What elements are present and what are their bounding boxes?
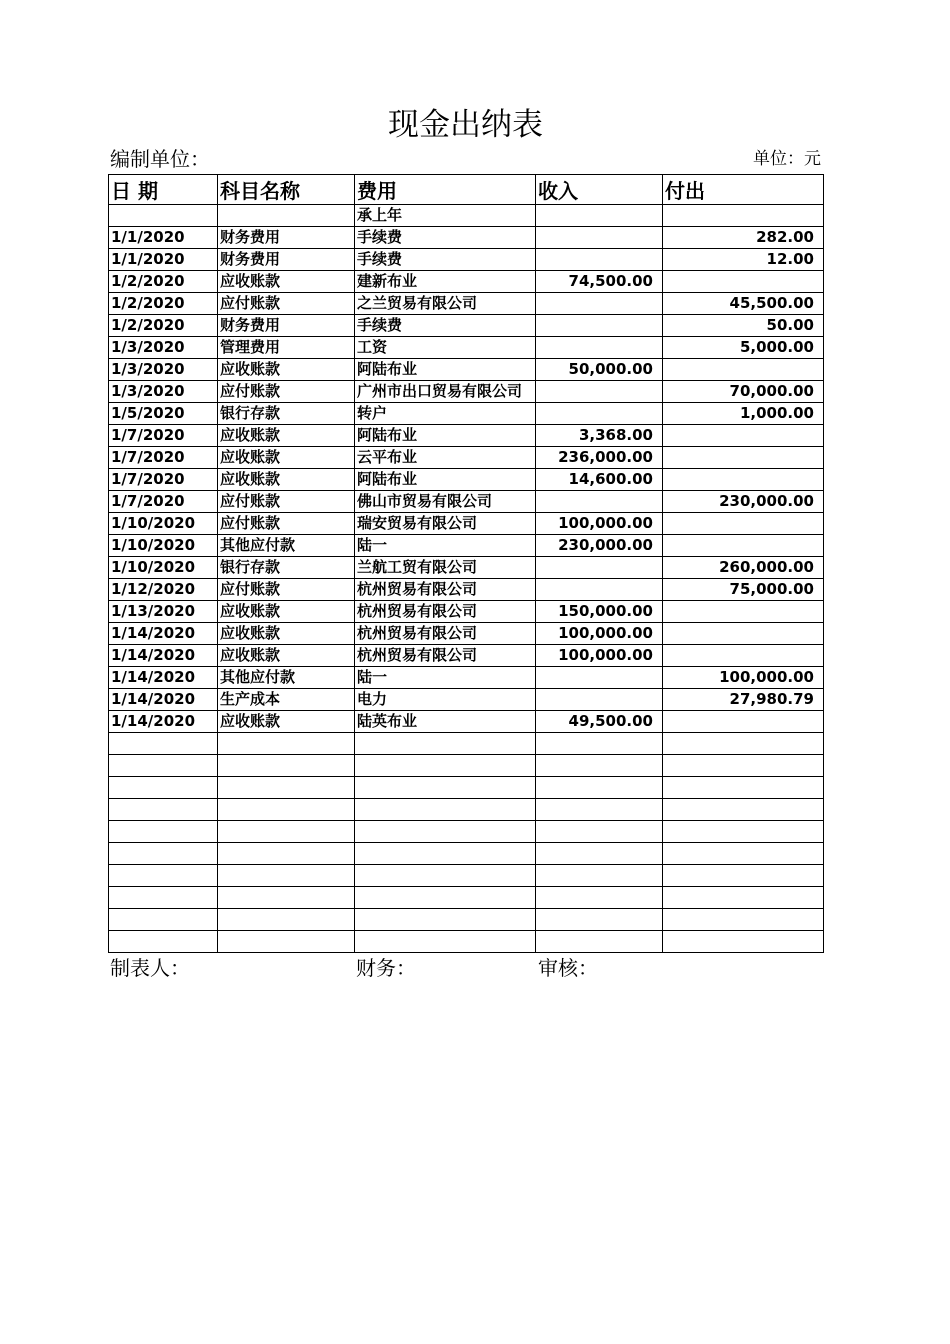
cell-subject <box>218 843 355 865</box>
cell-date: 1/2/2020 <box>109 293 218 315</box>
cell-fee: 佛山市贸易有限公司 <box>355 491 536 513</box>
cell-date: 1/14/2020 <box>109 711 218 733</box>
cell-date: 1/2/2020 <box>109 315 218 337</box>
cell-date: 1/7/2020 <box>109 425 218 447</box>
cell-income <box>536 821 663 843</box>
cell-subject: 应付账款 <box>218 513 355 535</box>
cell-date: 1/14/2020 <box>109 689 218 711</box>
cell-date <box>109 931 218 953</box>
header-subject: 科目名称 <box>218 175 355 205</box>
cell-fee: 阿陆布业 <box>355 359 536 381</box>
cell-fee: 陆一 <box>355 667 536 689</box>
cell-income: 74,500.00 <box>536 271 663 293</box>
cell-income <box>536 777 663 799</box>
cell-subject: 应收账款 <box>218 469 355 491</box>
cell-fee: 阿陆布业 <box>355 469 536 491</box>
cell-income: 3,368.00 <box>536 425 663 447</box>
ledger-body <box>109 205 824 953</box>
cell-income: 150,000.00 <box>536 601 663 623</box>
cell-income <box>536 337 663 359</box>
cell-fee <box>355 755 536 777</box>
cell-expense: 100,000.00 <box>663 667 824 689</box>
table-row <box>109 513 824 535</box>
table-row <box>109 821 824 843</box>
cell-subject: 银行存款 <box>218 557 355 579</box>
cell-fee: 工资 <box>355 337 536 359</box>
cell-date <box>109 821 218 843</box>
cell-subject <box>218 205 355 227</box>
cell-income <box>536 249 663 271</box>
cell-expense <box>663 469 824 491</box>
currency-unit-label: 单位：元 <box>753 149 821 169</box>
table-row <box>109 843 824 865</box>
cell-income <box>536 909 663 931</box>
table-row <box>109 711 824 733</box>
cell-income <box>536 381 663 403</box>
cell-expense <box>663 359 824 381</box>
cell-subject: 应收账款 <box>218 425 355 447</box>
cell-expense: 50.00 <box>663 315 824 337</box>
cell-expense: 27,980.79 <box>663 689 824 711</box>
cell-expense <box>663 425 824 447</box>
cell-expense <box>663 931 824 953</box>
cell-subject: 应付账款 <box>218 579 355 601</box>
cell-date: 1/7/2020 <box>109 447 218 469</box>
cell-subject <box>218 821 355 843</box>
cell-date: 1/2/2020 <box>109 271 218 293</box>
table-row <box>109 249 824 271</box>
cell-expense <box>663 447 824 469</box>
cell-date <box>109 865 218 887</box>
cell-date: 1/14/2020 <box>109 667 218 689</box>
cell-expense <box>663 205 824 227</box>
table-row <box>109 733 824 755</box>
cell-fee: 杭州贸易有限公司 <box>355 623 536 645</box>
cell-date <box>109 733 218 755</box>
cell-date: 1/3/2020 <box>109 359 218 381</box>
footer-maker-label: 制表人： <box>110 956 190 980</box>
table-row <box>109 557 824 579</box>
cell-fee <box>355 931 536 953</box>
cell-expense <box>663 865 824 887</box>
footer-audit-label: 审核： <box>538 956 598 980</box>
table-row <box>109 777 824 799</box>
cell-subject <box>218 733 355 755</box>
table-row <box>109 667 824 689</box>
cell-subject <box>218 887 355 909</box>
cell-subject: 应收账款 <box>218 447 355 469</box>
cell-subject <box>218 755 355 777</box>
cell-expense <box>663 271 824 293</box>
cell-date: 1/13/2020 <box>109 601 218 623</box>
cell-fee <box>355 777 536 799</box>
cell-subject: 生产成本 <box>218 689 355 711</box>
cell-fee: 手续费 <box>355 227 536 249</box>
cell-fee: 杭州贸易有限公司 <box>355 645 536 667</box>
cell-fee <box>355 909 536 931</box>
cell-income: 100,000.00 <box>536 513 663 535</box>
table-row <box>109 271 824 293</box>
cell-date <box>109 777 218 799</box>
cell-expense: 282.00 <box>663 227 824 249</box>
cell-income <box>536 205 663 227</box>
cell-income <box>536 227 663 249</box>
cell-fee: 杭州贸易有限公司 <box>355 601 536 623</box>
cell-date: 1/10/2020 <box>109 557 218 579</box>
cell-date <box>109 205 218 227</box>
header-expense: 付出 <box>663 175 824 205</box>
cell-expense: 75,000.00 <box>663 579 824 601</box>
cell-fee: 广州市出口贸易有限公司 <box>355 381 536 403</box>
cell-subject: 其他应付款 <box>218 535 355 557</box>
cell-subject: 应收账款 <box>218 623 355 645</box>
cell-income <box>536 491 663 513</box>
table-row <box>109 689 824 711</box>
cell-fee <box>355 733 536 755</box>
cell-income: 100,000.00 <box>536 645 663 667</box>
cell-expense <box>663 887 824 909</box>
table-row <box>109 469 824 491</box>
cell-subject: 应付账款 <box>218 491 355 513</box>
cell-subject: 应收账款 <box>218 645 355 667</box>
table-row <box>109 535 824 557</box>
cell-expense <box>663 799 824 821</box>
cell-fee: 阿陆布业 <box>355 425 536 447</box>
header-fee: 费用 <box>355 175 536 205</box>
cell-subject: 其他应付款 <box>218 667 355 689</box>
cell-date: 1/7/2020 <box>109 491 218 513</box>
cell-expense: 12.00 <box>663 249 824 271</box>
cell-expense <box>663 909 824 931</box>
cell-income: 230,000.00 <box>536 535 663 557</box>
table-row <box>109 601 824 623</box>
cell-date: 1/10/2020 <box>109 535 218 557</box>
cell-income <box>536 799 663 821</box>
cell-subject: 财务费用 <box>218 249 355 271</box>
cell-income: 49,500.00 <box>536 711 663 733</box>
cell-subject: 管理费用 <box>218 337 355 359</box>
table-row <box>109 315 824 337</box>
cell-subject: 应收账款 <box>218 271 355 293</box>
cell-subject <box>218 799 355 821</box>
cell-date: 1/5/2020 <box>109 403 218 425</box>
cell-date: 1/1/2020 <box>109 249 218 271</box>
cell-expense <box>663 711 824 733</box>
cash-ledger-table <box>108 174 824 953</box>
footer-finance-label: 财务： <box>356 956 416 980</box>
cell-income <box>536 843 663 865</box>
cell-date: 1/7/2020 <box>109 469 218 491</box>
cell-date: 1/3/2020 <box>109 337 218 359</box>
cell-fee <box>355 821 536 843</box>
cell-income <box>536 403 663 425</box>
table-row <box>109 887 824 909</box>
cell-subject: 应付账款 <box>218 293 355 315</box>
table-row <box>109 645 824 667</box>
cell-expense <box>663 733 824 755</box>
cell-income <box>536 315 663 337</box>
cell-income: 14,600.00 <box>536 469 663 491</box>
cell-fee: 云平布业 <box>355 447 536 469</box>
cell-income <box>536 733 663 755</box>
table-row <box>109 865 824 887</box>
cell-expense <box>663 601 824 623</box>
cell-expense: 5,000.00 <box>663 337 824 359</box>
cell-subject: 应收账款 <box>218 601 355 623</box>
cell-expense <box>663 755 824 777</box>
table-row <box>109 909 824 931</box>
cell-fee <box>355 843 536 865</box>
table-row <box>109 205 824 227</box>
header-income: 收入 <box>536 175 663 205</box>
cell-expense: 260,000.00 <box>663 557 824 579</box>
cell-subject <box>218 865 355 887</box>
table-row <box>109 623 824 645</box>
table-row <box>109 227 824 249</box>
cell-fee: 瑞安贸易有限公司 <box>355 513 536 535</box>
cell-date <box>109 755 218 777</box>
table-row <box>109 293 824 315</box>
cell-fee <box>355 799 536 821</box>
cell-fee <box>355 887 536 909</box>
cell-income <box>536 931 663 953</box>
cell-subject: 财务费用 <box>218 227 355 249</box>
cell-date: 1/14/2020 <box>109 645 218 667</box>
table-row <box>109 491 824 513</box>
cell-fee: 电力 <box>355 689 536 711</box>
table-row <box>109 337 824 359</box>
cell-fee: 陆英布业 <box>355 711 536 733</box>
cell-fee: 之兰贸易有限公司 <box>355 293 536 315</box>
cell-date <box>109 843 218 865</box>
table-row <box>109 579 824 601</box>
cell-expense: 45,500.00 <box>663 293 824 315</box>
table-row <box>109 403 824 425</box>
cell-income <box>536 293 663 315</box>
cell-expense <box>663 843 824 865</box>
cell-subject: 应付账款 <box>218 381 355 403</box>
cell-subject: 应收账款 <box>218 711 355 733</box>
header-row <box>109 175 824 205</box>
cell-subject: 财务费用 <box>218 315 355 337</box>
cell-fee: 陆一 <box>355 535 536 557</box>
table-row <box>109 425 824 447</box>
cell-date: 1/1/2020 <box>109 227 218 249</box>
cell-fee: 转户 <box>355 403 536 425</box>
table-row <box>109 381 824 403</box>
table-row <box>109 931 824 953</box>
header-date: 日 期 <box>109 175 218 205</box>
cell-expense <box>663 777 824 799</box>
cell-date <box>109 799 218 821</box>
cell-income <box>536 579 663 601</box>
cell-date <box>109 909 218 931</box>
page-title: 现金出纳表 <box>388 107 543 143</box>
compiler-unit-label: 编制单位： <box>110 147 210 171</box>
cell-date: 1/12/2020 <box>109 579 218 601</box>
cell-subject: 应收账款 <box>218 359 355 381</box>
cell-date: 1/3/2020 <box>109 381 218 403</box>
cell-fee <box>355 865 536 887</box>
cell-subject: 银行存款 <box>218 403 355 425</box>
cell-expense <box>663 623 824 645</box>
cell-income: 236,000.00 <box>536 447 663 469</box>
cell-expense: 70,000.00 <box>663 381 824 403</box>
cell-expense <box>663 513 824 535</box>
cell-expense: 230,000.00 <box>663 491 824 513</box>
cell-income <box>536 865 663 887</box>
cell-income <box>536 887 663 909</box>
cell-fee: 承上年 <box>355 205 536 227</box>
table-row <box>109 799 824 821</box>
cell-fee: 杭州贸易有限公司 <box>355 579 536 601</box>
cell-fee: 手续费 <box>355 315 536 337</box>
cell-income: 100,000.00 <box>536 623 663 645</box>
cell-subject <box>218 909 355 931</box>
table-row <box>109 359 824 381</box>
cell-income <box>536 755 663 777</box>
cell-income <box>536 689 663 711</box>
cell-expense <box>663 535 824 557</box>
cell-income <box>536 667 663 689</box>
cell-fee: 手续费 <box>355 249 536 271</box>
cell-expense <box>663 821 824 843</box>
cell-income <box>536 557 663 579</box>
cell-subject <box>218 931 355 953</box>
table-row <box>109 755 824 777</box>
cell-fee: 建新布业 <box>355 271 536 293</box>
cell-fee: 兰航工贸有限公司 <box>355 557 536 579</box>
cell-expense <box>663 645 824 667</box>
cell-subject <box>218 777 355 799</box>
cell-expense: 1,000.00 <box>663 403 824 425</box>
cell-date <box>109 887 218 909</box>
cell-income: 50,000.00 <box>536 359 663 381</box>
cell-date: 1/14/2020 <box>109 623 218 645</box>
table-row <box>109 447 824 469</box>
cell-date: 1/10/2020 <box>109 513 218 535</box>
